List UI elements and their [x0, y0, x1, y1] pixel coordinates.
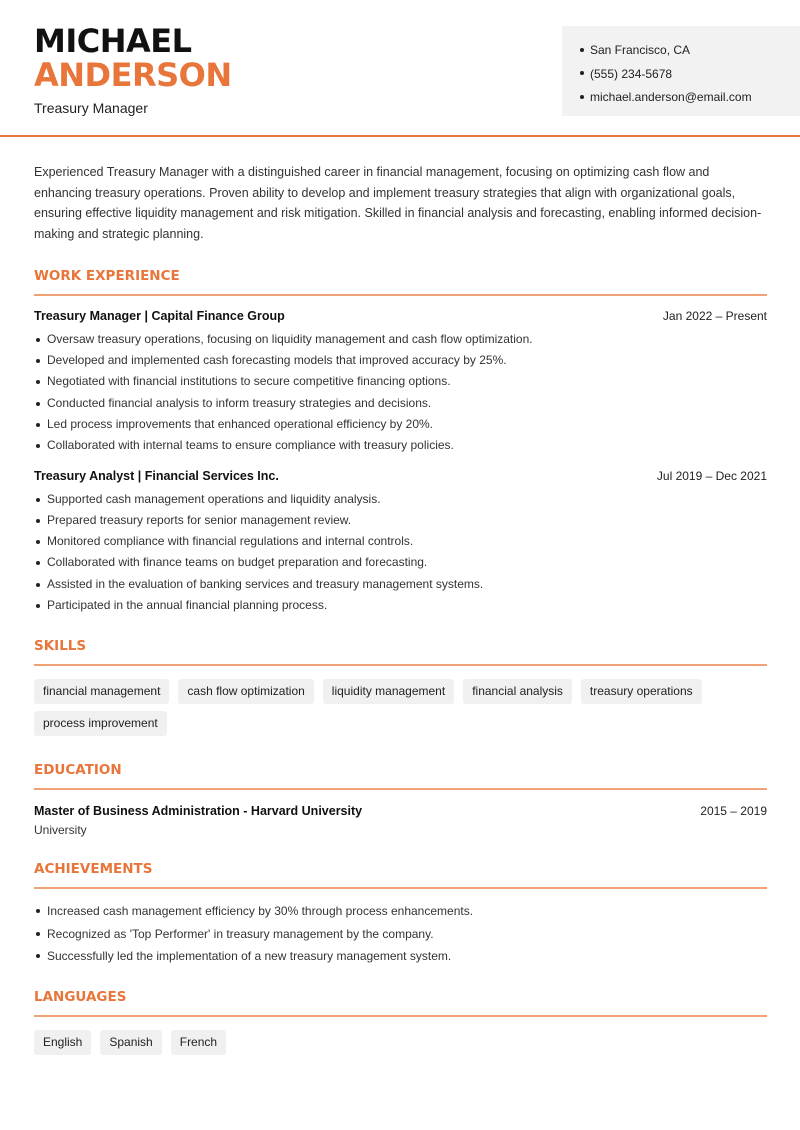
section-title-education: EDUCATION	[34, 762, 122, 779]
section-divider	[34, 294, 767, 296]
contact-location-text: San Francisco, CA	[590, 43, 691, 57]
list-item: Supported cash management operations and liquidity analysis.	[34, 489, 767, 510]
section-title-languages: LANGUAGES	[34, 988, 127, 1005]
list-item: Assisted in the evaluation of banking services and treasury management systems.	[34, 574, 767, 595]
skill-tag: liquidity management	[323, 679, 454, 704]
languages-section	[34, 989, 767, 1055]
skill-tag: process improvement	[34, 711, 167, 736]
section-divider	[34, 664, 767, 666]
section-title-achievements: ACHIEVEMENTS	[34, 861, 153, 878]
list-item: Negotiated with financial institutions to secure competitive financing options.	[34, 371, 767, 392]
language-tag: Spanish	[100, 1030, 161, 1055]
languages-list	[34, 1030, 767, 1055]
education-header	[34, 804, 767, 818]
list-item: Increased cash management efficiency by 30% through process enhancements.	[34, 900, 767, 923]
work-section	[34, 268, 767, 617]
skill-tag: cash flow optimization	[178, 679, 313, 704]
summary-paragraph: Experienced Treasury Manager with a distinguished career in financial management, focusing on optimizing cash flow and enhancing treasury operations. Proven ability to develop and implement treasury strategies that align with organizational goals, ensuring effective liquidity management and risk mitigation. Skilled in financial analysis and forecasting, enabling informed decision-making and strategic planning.	[34, 165, 762, 242]
list-item: Collaborated with finance teams on budget preparation and forecasting.	[34, 552, 767, 573]
job-header	[34, 309, 767, 323]
section-divider	[34, 1015, 767, 1017]
list-item: Participated in the annual financial planning process.	[34, 595, 767, 616]
job-bullets	[34, 329, 767, 457]
job-entry	[34, 309, 767, 457]
achievements-list	[34, 900, 767, 968]
section-title-skills: SKILLS	[34, 638, 87, 655]
job-entry	[34, 469, 767, 617]
list-item: Successfully led the implementation of a new treasury management system.	[34, 945, 767, 968]
bullet-icon	[580, 48, 584, 52]
contact-box	[562, 26, 800, 116]
list-item: Collaborated with internal teams to ensure compliance with treasury policies.	[34, 435, 767, 456]
achievements-section	[34, 861, 767, 968]
job-dates: Jul 2019 – Dec 2021	[656, 468, 767, 483]
bullet-icon	[580, 95, 584, 99]
section-divider	[34, 788, 767, 790]
resume-header	[0, 0, 800, 137]
contact-phone	[580, 63, 800, 87]
contact-phone-text: (555) 234-5678	[590, 66, 673, 81]
contact-email	[580, 86, 800, 110]
list-item: Monitored compliance with financial regulations and internal controls.	[34, 531, 767, 552]
contact-location	[580, 39, 800, 63]
job-role: Treasury Manager | Capital Finance Group	[34, 308, 285, 323]
candidate-name	[34, 24, 232, 92]
job-role: Treasury Analyst | Financial Services Inc.	[34, 468, 279, 483]
language-tag: English	[34, 1030, 91, 1055]
section-title-work: WORK EXPERIENCE	[34, 267, 180, 284]
education-type: University	[34, 823, 87, 838]
list-item: Recognized as 'Top Performer' in treasury management by the company.	[34, 923, 767, 946]
list-item: Led process improvements that enhanced operational efficiency by 20%.	[34, 414, 767, 435]
education-degree: Master of Business Administration - Harvard University	[34, 804, 363, 819]
job-dates: Jan 2022 – Present	[662, 308, 767, 323]
skill-tag: financial analysis	[463, 679, 572, 704]
education-section	[34, 762, 767, 837]
contact-email-text: michael.anderson@email.com	[590, 90, 752, 104]
list-item: Developed and implemented cash forecasting models that improved accuracy by 25%.	[34, 350, 767, 371]
list-item: Prepared treasury reports for senior management review.	[34, 510, 767, 531]
language-tag: French	[171, 1030, 226, 1055]
education-dates: 2015 – 2019	[700, 804, 767, 819]
first-name: MICHAEL	[34, 22, 192, 60]
job-header	[34, 469, 767, 483]
section-divider	[34, 887, 767, 889]
bullet-icon	[580, 71, 584, 75]
skills-list	[34, 679, 767, 736]
list-item: Oversaw treasury operations, focusing on liquidity management and cash flow optimization.	[34, 329, 767, 350]
list-item: Conducted financial analysis to inform treasury strategies and decisions.	[34, 393, 767, 414]
skill-tag: treasury operations	[581, 679, 702, 704]
last-name: ANDERSON	[34, 56, 232, 94]
resume-body	[34, 162, 767, 1055]
skills-section	[34, 638, 767, 736]
job-title: Treasury Manager	[34, 100, 148, 116]
job-bullets	[34, 489, 767, 617]
skill-tag: financial management	[34, 679, 169, 704]
